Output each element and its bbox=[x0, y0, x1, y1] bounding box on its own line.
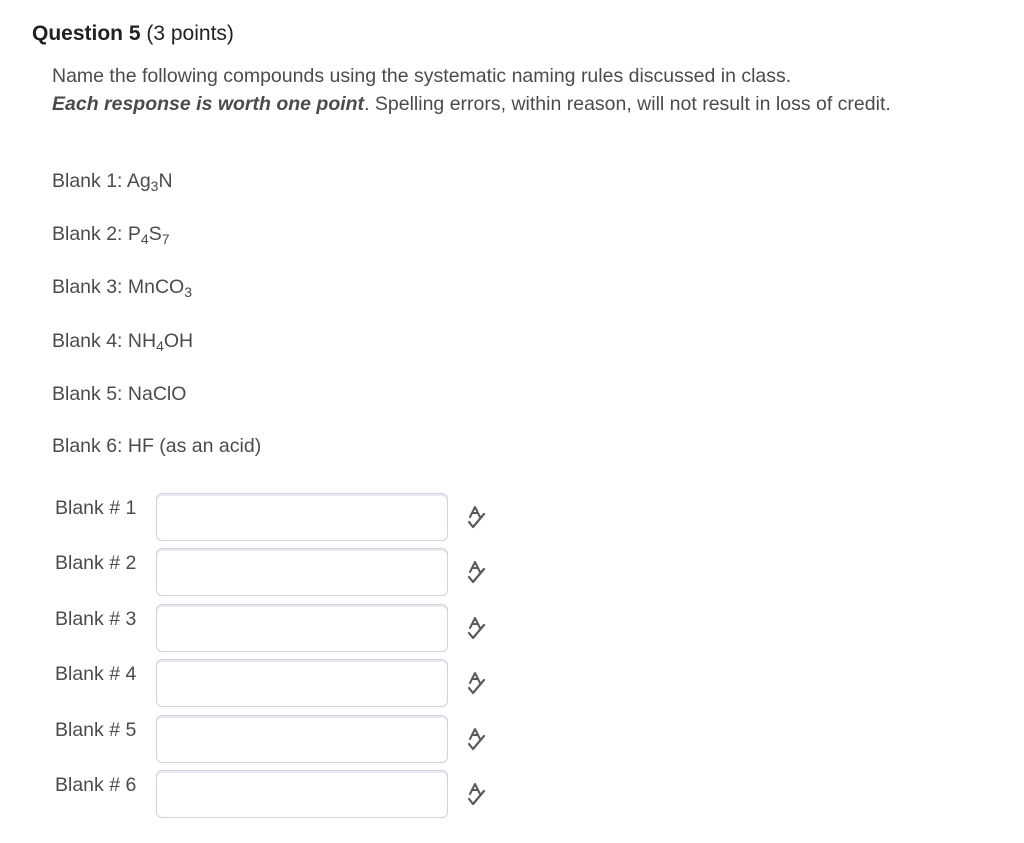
compound-formula-part: Ag bbox=[126, 170, 151, 192]
spellcheck-icon[interactable] bbox=[465, 504, 489, 530]
blank-row-3 bbox=[55, 604, 515, 654]
blank-5-input[interactable] bbox=[156, 715, 448, 763]
compound-formula-part: OH bbox=[163, 330, 194, 352]
compound-formula-part: N bbox=[158, 170, 173, 192]
blank-3-input[interactable] bbox=[156, 604, 448, 652]
compound-subscript: 7 bbox=[161, 231, 170, 247]
question-title: Question 5 bbox=[32, 22, 141, 45]
spellcheck-icon[interactable] bbox=[465, 670, 489, 696]
compound-subscript: 4 bbox=[156, 338, 164, 354]
spellcheck-icon[interactable] bbox=[465, 615, 489, 641]
blank-label: Blank # 4 bbox=[55, 663, 137, 685]
blank-4-input[interactable] bbox=[156, 659, 448, 707]
compound-label: Blank 4: bbox=[52, 330, 128, 352]
prompt-emphasis: Each response is worth one point bbox=[52, 92, 365, 115]
spellcheck-icon[interactable] bbox=[465, 781, 489, 807]
compound-label: Blank 1: bbox=[52, 170, 127, 192]
compound-subscript: 3 bbox=[184, 284, 193, 300]
blank-1-input[interactable] bbox=[156, 493, 448, 541]
blank-row-6 bbox=[55, 770, 515, 820]
question-points: (3 points) bbox=[146, 22, 234, 45]
compound-formula-part: S bbox=[148, 223, 162, 245]
compound-formula-part: NH bbox=[127, 330, 157, 352]
compound-item-3 bbox=[52, 273, 192, 301]
compound-item-5 bbox=[52, 380, 186, 408]
blank-label: Blank # 6 bbox=[55, 774, 137, 796]
prompt-line-2 bbox=[52, 91, 932, 119]
question-prompt bbox=[52, 63, 932, 118]
compound-formula-part: NaClO bbox=[127, 383, 187, 405]
compound-item-2 bbox=[52, 220, 170, 248]
compound-item-6 bbox=[52, 432, 261, 460]
blank-label: Blank # 3 bbox=[55, 608, 137, 630]
compound-subscript: 3 bbox=[150, 178, 159, 194]
compound-label: Blank 5: bbox=[52, 383, 128, 405]
blank-row-2 bbox=[55, 548, 515, 598]
compound-formula-part: P bbox=[127, 223, 141, 245]
blank-row-1 bbox=[55, 493, 515, 543]
blank-label: Blank # 1 bbox=[55, 497, 137, 519]
compound-label: Blank 2: bbox=[52, 223, 128, 245]
compound-formula-part: HF (as an acid) bbox=[127, 435, 262, 457]
blank-6-input[interactable] bbox=[156, 770, 448, 818]
prompt-rest: . Spelling errors, within reason, will not result in loss of credit. bbox=[364, 92, 891, 115]
compound-label: Blank 6: bbox=[52, 435, 128, 457]
blank-row-4 bbox=[55, 659, 515, 709]
compound-label: Blank 3: bbox=[52, 276, 128, 298]
compound-item-4 bbox=[52, 327, 193, 355]
blank-label: Blank # 5 bbox=[55, 719, 137, 741]
compound-formula-part: MnCO bbox=[127, 276, 185, 298]
blank-row-5 bbox=[55, 715, 515, 765]
blank-label: Blank # 2 bbox=[55, 552, 137, 574]
question-header bbox=[32, 20, 234, 48]
blank-2-input[interactable] bbox=[156, 548, 448, 596]
spellcheck-icon[interactable] bbox=[465, 559, 489, 585]
spellcheck-icon[interactable] bbox=[465, 726, 489, 752]
prompt-line-1: Name the following compounds using the systematic naming rules discussed in class. bbox=[52, 65, 792, 87]
compound-item-1 bbox=[52, 167, 173, 195]
compound-subscript: 4 bbox=[140, 231, 149, 247]
